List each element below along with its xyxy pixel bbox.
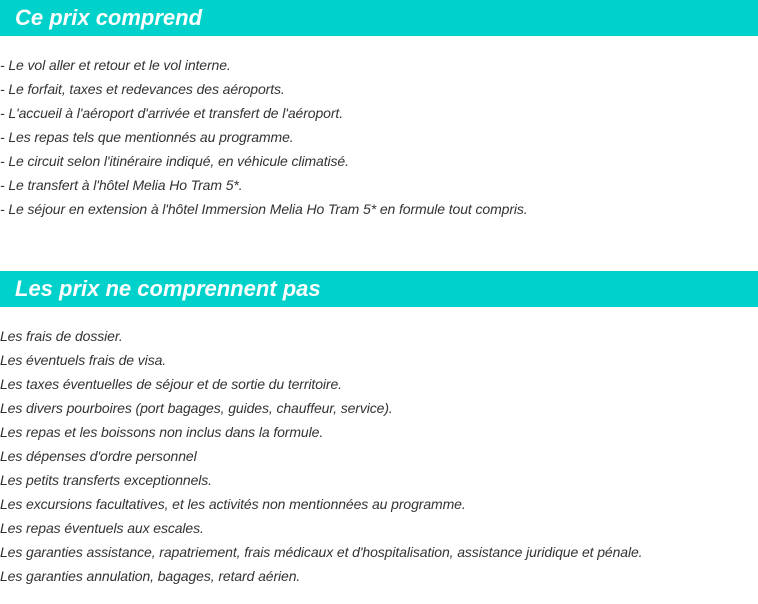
included-title: Ce prix comprend — [15, 5, 203, 30]
list-item: - Le forfait, taxes et redevances des aéroports. — [0, 81, 285, 97]
list-item: Les frais de dossier. — [0, 328, 123, 344]
list-item: Les excursions facultatives, et les activités non mentionnées au programme. — [0, 496, 466, 512]
excluded-list — [0, 324, 642, 588]
excluded-header-bar — [0, 271, 758, 307]
list-item: Les repas éventuels aux escales. — [0, 520, 204, 536]
list-item: - Le séjour en extension à l'hôtel Immersion Melia Ho Tram 5* en formule tout compris. — [0, 201, 528, 217]
list-item: - Le circuit selon l'itinéraire indiqué, en véhicule climatisé. — [0, 153, 349, 169]
excluded-title: Les prix ne comprennent pas — [15, 276, 321, 301]
list-item: Les taxes éventuelles de séjour et de sortie du territoire. — [0, 376, 342, 392]
list-item: - L'accueil à l'aéroport d'arrivée et transfert de l'aéroport. — [0, 105, 344, 121]
included-list — [0, 53, 528, 221]
list-item: Les repas et les boissons non inclus dans la formule. — [0, 424, 324, 440]
list-item: Les divers pourboires (port bagages, guides, chauffeur, service). — [0, 400, 393, 416]
list-item: - Le vol aller et retour et le vol interne. — [0, 57, 231, 73]
list-item: Les garanties annulation, bagages, retard aérien. — [0, 568, 301, 584]
list-item: Les éventuels frais de visa. — [0, 352, 167, 368]
included-header-bar — [0, 0, 758, 36]
list-item: Les garanties assistance, rapatriement, frais médicaux et d'hospitalisation, assistance juridique et pénale. — [0, 544, 643, 560]
list-item: Les dépenses d'ordre personnel — [0, 448, 197, 464]
list-item: - Le transfert à l'hôtel Melia Ho Tram 5*. — [0, 177, 243, 193]
list-item: - Les repas tels que mentionnés au programme. — [0, 129, 294, 145]
list-item: Les petits transferts exceptionnels. — [0, 472, 212, 488]
